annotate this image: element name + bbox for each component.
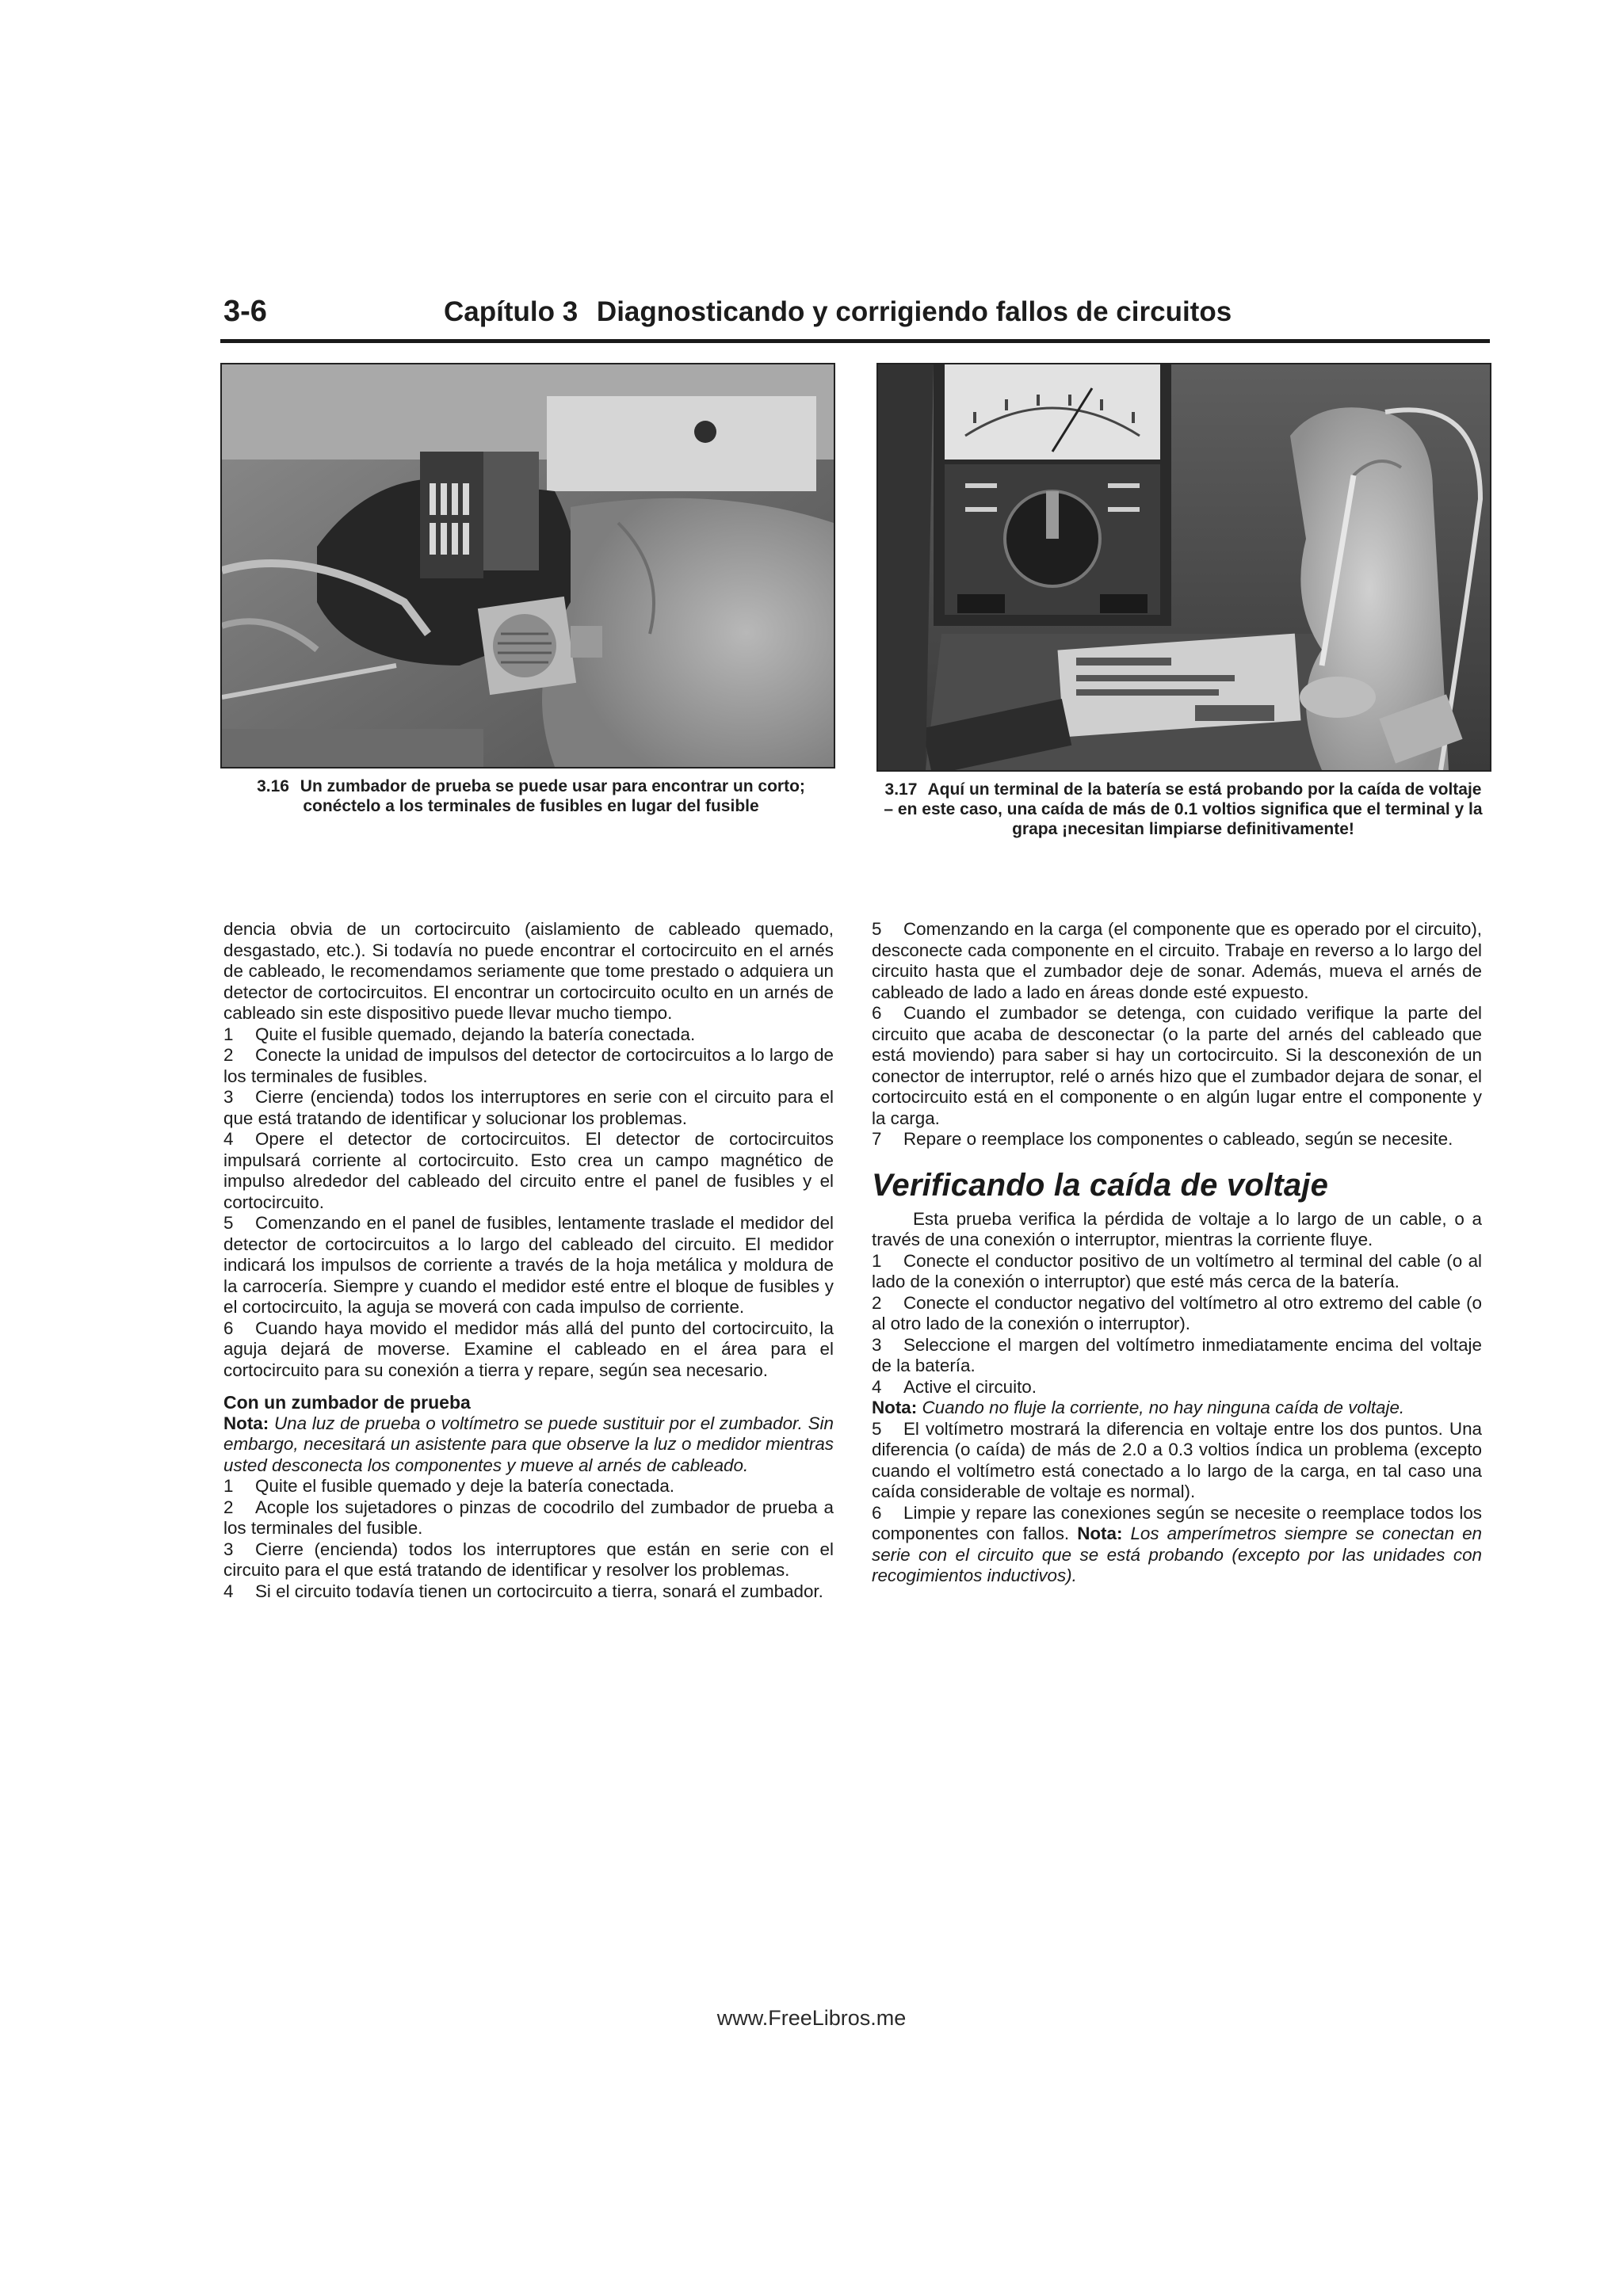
step-number: 5 (223, 1213, 234, 1233)
step-text: Quite el fusible quemado y deje la batería conectada. (255, 1476, 675, 1496)
step-text: Conecte el conductor positivo de un voltímetro al terminal del cable (o al lado de la conexión o interruptor) que esté más cerca de la batería. (872, 1250, 1482, 1291)
left-step (223, 1539, 834, 1581)
right-step (872, 1251, 1482, 1293)
step-text: Conecte el conductor negativo del voltímetro al otro extremo del cable (o al otro lado de la conexión o interruptor). (872, 1292, 1482, 1333)
right-step (872, 1129, 1482, 1150)
step-number: 2 (223, 1045, 234, 1065)
step-text: Cierre (encienda) todos los interruptores que están en serie con el circuito para el que está tratando de identificar y resolver los problemas. (223, 1539, 834, 1580)
left-step (223, 1497, 834, 1539)
step-number: 1 (223, 1024, 234, 1044)
left-intro-paragraph: dencia obvia de un cortocircuito (aislamiento de cableado quemado, desgastado, etc.). Si todavía no puede encontrar el cortocircuito en el arnés de cableado, le recomendamos seriamente que tome prestado o adquiera un detector de cortocircuitos. El encontrar un cortocircuito oculto en un arnés de cableado sin este dispositivo puede llevar mucho tiempo. (223, 919, 834, 1023)
figure-caption-317 (878, 780, 1488, 839)
step-number: 2 (223, 1497, 234, 1517)
step-text: Comenzando en la carga (el componente que es operado por el circuito), desconecte cada componente en el circuito. Trabaje en reverso a lo largo del circuito hasta que el zumbador deje de sonar. Además, mueva el arnés de cableado de lado a lado en áreas donde esté expuesto. (872, 919, 1482, 1002)
step-text: El voltímetro mostrará la diferencia en voltaje entre los dos puntos. Una diferencia (o caída) de más de 2.0 a 0.3 voltios índica un problema (excepto cuando el voltímetro está conectado a lo largo de la carga, en tal caso una caída considerable de voltaje es normal). (872, 1418, 1482, 1501)
left-note (223, 1413, 834, 1477)
figure-caption-316-text: Un zumbador de prueba se puede usar para encontrar un corto; conéctelo a los terminales de fusibles en lugar del fusible (300, 777, 805, 815)
step-number: 6 (872, 1502, 882, 1523)
left-column (223, 919, 834, 1602)
subheading-test-buzzer: Con un zumbador de prueba (223, 1392, 471, 1413)
step-number: 2 (872, 1292, 882, 1313)
left-step (223, 1129, 834, 1213)
step-number: 6 (872, 1003, 882, 1023)
figure-number-316: 3.16 (257, 777, 289, 795)
right-step (872, 1335, 1482, 1377)
left-step (223, 1581, 834, 1603)
right-step (872, 919, 1482, 1003)
page-number: 3-6 (223, 295, 267, 328)
right-column (872, 919, 1482, 1587)
header-rule (220, 339, 1490, 343)
left-step (223, 1045, 834, 1087)
note-text: Los amperímetros siempre se conectan en serie con el circuito que se está probando (excepto por las unidades con recogimientos inductivos). (872, 1524, 1482, 1585)
step-text: Repare o reemplace los componentes o cableado, según se necesite. (903, 1129, 1453, 1149)
section-title-voltage-drop: Verificando la caída de voltaje (872, 1167, 1329, 1203)
right-note-1 (872, 1398, 1482, 1419)
right-step (872, 1377, 1482, 1398)
step-text: Limpie y repare las conexiones según se necesite o reemplace todos los componentes con fallos. (872, 1502, 1482, 1543)
right-step (872, 1419, 1482, 1503)
left-step (223, 1318, 834, 1382)
left-step (223, 1213, 834, 1318)
left-step (223, 1024, 834, 1046)
step-text: Conecte la unidad de impulsos del detector de cortocircuitos a lo largo de los terminales de fusibles. (223, 1045, 834, 1086)
section-intro: Esta prueba verifica la pérdida de voltaje a lo largo de un cable, o a través de una conexión o interruptor, mientras la corriente fluye. (872, 1208, 1482, 1249)
note-label: Nota: (223, 1413, 269, 1433)
right-step (872, 1293, 1482, 1335)
note-label: Nota: (872, 1398, 918, 1417)
note-label: Nota: (1077, 1524, 1123, 1543)
step-number: 4 (223, 1129, 234, 1149)
step-text: Cuando haya movido el medidor más allá del punto del cortocircuito, la aguja dejará de moverse. Examine el cableado en el área para el cortocircuito para su conexión a tierra y repare, según sea necesario. (223, 1318, 834, 1380)
note-text: Una luz de prueba o voltímetro se puede sustituir por el zumbador. Sin embargo, necesitará un asistente para que observe la luz o medidor mientras usted desconecta los componentes y mueve al arnés de cableado. (223, 1413, 834, 1475)
chapter-title: Diagnosticando y corrigiendo fallos de circuitos (596, 296, 1232, 327)
figure-caption-316 (238, 776, 824, 816)
step-text: Cierre (encienda) todos los interruptores en serie con el circuito para el que está tratando de identificar y solucionar los problemas. (223, 1087, 834, 1128)
photo-test-buzzer (220, 363, 835, 769)
photo-test-buzzer-image (222, 364, 834, 767)
step-text: Comenzando en el panel de fusibles, lentamente traslade el medidor del detector de cortocircuitos a lo largo del cableado del circuito. El medidor indicará los impulsos de corriente a través de la hoja metálica y moldura de la carrocería. Siempre y cuando el medidor esté entre el bloque de fusibles y el cortocircuito, la aguja se moverá con cada impulso de corriente. (223, 1213, 834, 1317)
step-number: 5 (872, 1418, 882, 1439)
left-step (223, 1087, 834, 1129)
figure-caption-317-text: Aquí un terminal de la batería se está probando por la caída de voltaje – en este caso, una caída de más de 0.1 voltios significa que el terminal y la grapa ¡necesitan limpiarse definitivamente! (884, 780, 1483, 838)
step-text: Quite el fusible quemado, dejando la batería conectada. (255, 1024, 696, 1044)
step-text: Acople los sujetadores o pinzas de cocodrilo del zumbador de prueba a los terminales del fusible. (223, 1497, 834, 1538)
step-text: Si el circuito todavía tienen un cortocircuito a tierra, sonará el zumbador. (255, 1581, 823, 1601)
step-number: 6 (223, 1318, 234, 1338)
chapter-heading (444, 296, 1232, 328)
step-number: 4 (872, 1376, 882, 1397)
step-text: Active el circuito. (903, 1376, 1037, 1397)
photo-battery-voltage-drop (876, 363, 1491, 772)
step-text: Seleccione el margen del voltímetro inmediatamente encima del voltaje de la batería. (872, 1334, 1482, 1375)
left-step (223, 1476, 834, 1497)
figure-number-317: 3.17 (884, 780, 918, 799)
step-number: 1 (223, 1476, 234, 1496)
footer-url[interactable]: www.FreeLibros.me (716, 2006, 907, 2030)
step-number: 3 (223, 1539, 234, 1559)
right-step (872, 1003, 1482, 1129)
step-number: 7 (872, 1129, 882, 1149)
photo-battery-voltage-drop-image (878, 364, 1490, 770)
step-number: 5 (872, 919, 882, 939)
right-step (872, 1503, 1482, 1587)
step-text: Cuando el zumbador se detenga, con cuidado verifique la parte del circuito que acaba de desconectar (o la parte del arnés del cableado que está moviendo) para saber si hay un cortocircuito. Si la desconexión de un conector de interruptor, relé o arnés hizo que el zumbador dejara de sonar, el cortocircuito está en el componente o en algún lugar entre el componente y la carga. (872, 1003, 1482, 1128)
step-number: 3 (872, 1334, 882, 1355)
step-number: 4 (223, 1581, 234, 1601)
step-number: 3 (223, 1087, 234, 1107)
step-number: 1 (872, 1250, 882, 1271)
step-text: Opere el detector de cortocircuitos. El detector de cortocircuitos impulsará corriente al cortocircuito. Esto crea un campo magnético de impulso alrededor del cableado del circuito entre el panel de fusibles y el cortocircuito. (223, 1129, 834, 1212)
chapter-label: Capítulo 3 (444, 296, 579, 327)
note-text: Cuando no fluje la corriente, no hay ninguna caída de voltaje. (922, 1398, 1405, 1417)
